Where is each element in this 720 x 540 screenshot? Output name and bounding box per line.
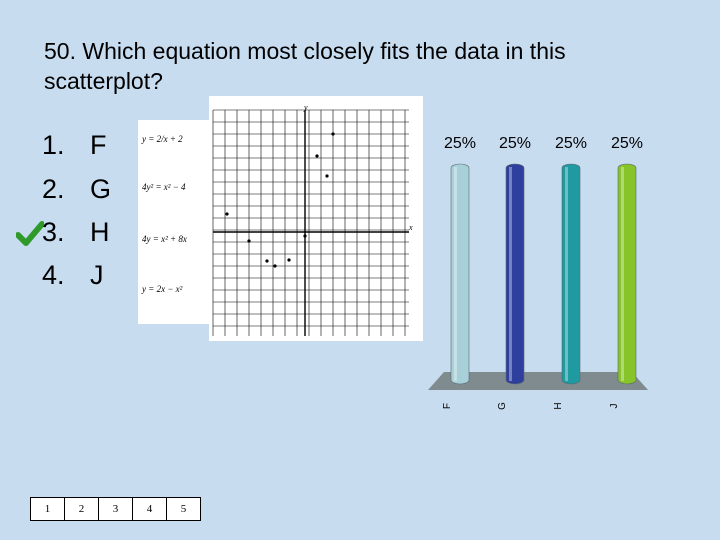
rank-cell-4[interactable]: 4	[132, 497, 167, 521]
bar-J	[618, 164, 636, 384]
bar-F	[451, 164, 469, 384]
answer-number: 4.	[42, 260, 65, 290]
checkmark-icon	[16, 221, 44, 247]
answer-letter: H	[90, 217, 110, 247]
category-label: F	[442, 402, 453, 410]
scatter-point	[287, 258, 290, 261]
scatter-point	[303, 234, 306, 237]
rank-cell-1[interactable]: 1	[30, 497, 65, 521]
rank-cell-2[interactable]: 2	[64, 497, 99, 521]
question-text: 50. Which equation most closely fits the data in this scatterplot?	[44, 38, 566, 94]
scatterplot-y-label: y	[304, 103, 308, 112]
scatter-point	[315, 154, 318, 157]
equation-h: 4y = x² + 8x	[142, 234, 187, 244]
equation-choices-panel	[138, 120, 210, 324]
value-label: 25%	[554, 135, 588, 152]
answer-letter: J	[90, 260, 104, 290]
scatterplot-x-label: x	[409, 223, 413, 232]
answer-number: 2.	[42, 174, 65, 204]
answer-letter: G	[90, 174, 112, 204]
scatterplot-image	[209, 96, 423, 341]
category-label: G	[497, 402, 508, 410]
bar-highlight	[509, 167, 512, 381]
value-label: 25%	[443, 135, 477, 152]
answer-number: 3.	[42, 217, 65, 247]
chart-percent-labels	[444, 135, 643, 152]
scatter-point	[247, 239, 250, 242]
response-bar-chart	[420, 120, 660, 420]
scatter-point	[225, 212, 228, 215]
equation-j: y = 2x − x²	[142, 284, 183, 294]
scatter-point	[325, 174, 328, 177]
scatter-point	[273, 264, 276, 267]
answer-number: 1.	[42, 130, 65, 160]
chart-bars	[451, 164, 636, 384]
chart-category-labels	[442, 402, 620, 410]
scatter-point	[265, 259, 268, 262]
bar-highlight	[565, 167, 568, 381]
category-label: H	[553, 402, 564, 410]
equation-f: y = 2/x + 2	[142, 134, 183, 144]
bar-G	[506, 164, 524, 384]
bar-highlight	[621, 167, 624, 381]
value-label: 25%	[610, 135, 644, 152]
rank-cell-3[interactable]: 3	[98, 497, 133, 521]
category-label: J	[609, 403, 620, 409]
rank-cell-5[interactable]: 5	[166, 497, 201, 521]
equation-g: 4y² = x² − 4	[142, 182, 186, 192]
bar-H	[562, 164, 580, 384]
bar-highlight	[454, 167, 457, 381]
scatter-point	[331, 132, 334, 135]
answer-letter: F	[90, 130, 107, 160]
value-label: 25%	[498, 135, 532, 152]
response-rank-bar	[30, 497, 200, 521]
